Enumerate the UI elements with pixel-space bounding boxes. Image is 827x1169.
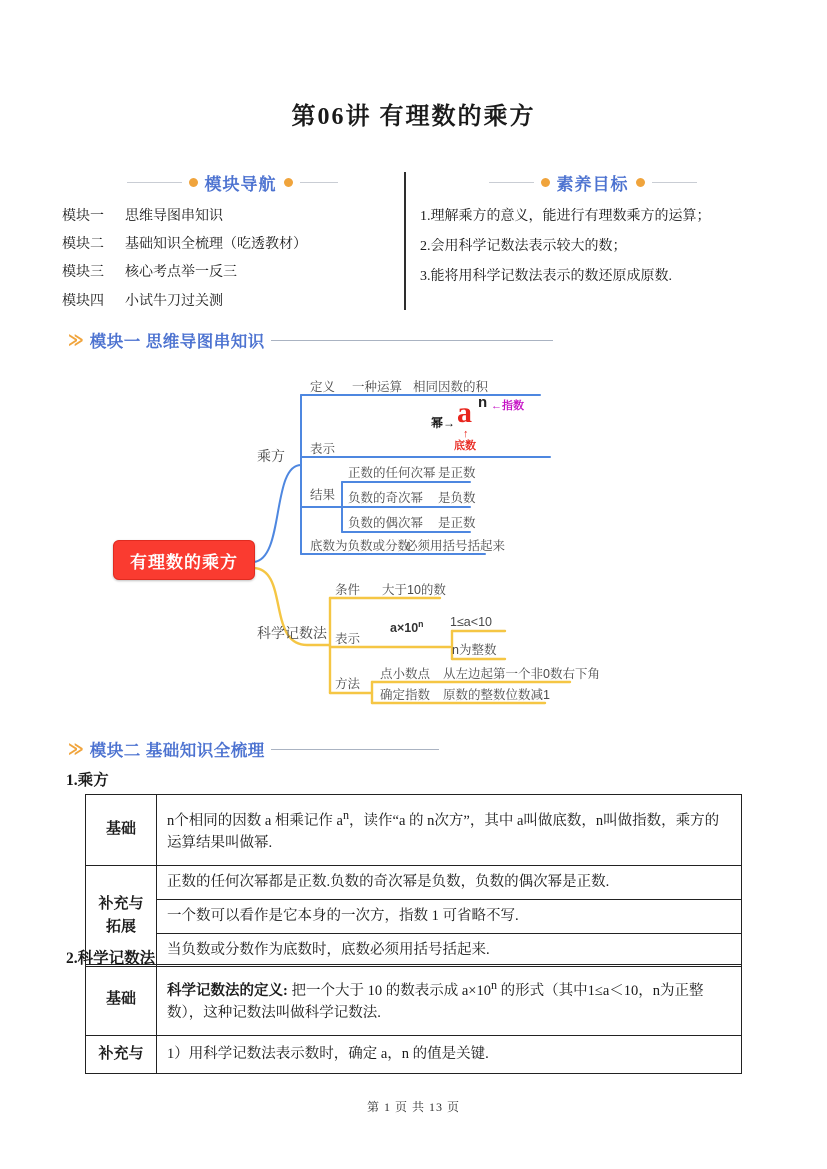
mindmap-node-result2-case: 负数的奇次幂 [348,491,424,505]
supplement-label-line1: 补充与 [98,895,144,912]
supplement-cell: 正数的任何次幂都是正数.负数的奇次幂是负数，负数的偶次幂是正数. [157,866,742,900]
mindmap-node-def2: 相同因数的积 [413,380,489,394]
deco-line [127,182,182,183]
mindmap-node-sci-repr-label: 表示 [335,632,361,646]
basics-text: ，读作“a 的 n次方”，其中 a叫做底数，n叫做指数，乘方的运算结果叫做幂. [167,812,720,851]
power-knowledge-table [85,794,742,967]
goals-column [408,170,765,321]
mindmap-node-note-case: 底数为负数或分数 [310,539,411,553]
table-row [86,965,742,1036]
table-row [86,934,742,967]
sci-formula-exp: n [418,619,424,629]
table-row [86,866,742,900]
definition-text: 的形式（其中1≤a＜10，n为正整数），这种记数法叫做科学记数法. [167,982,704,1021]
row-header-basics: 基础 [86,965,157,1036]
basics-sup: n [343,807,350,822]
nav-item-text: 小试牛刀过关测 [125,293,223,309]
orange-dot-icon [189,178,198,187]
section1-title: 模块一 思维导图串知识 [89,333,265,351]
nav-item-label: 模块一 [62,209,104,224]
formula-exp-note: ←指数 [491,400,524,412]
basics-cell [157,795,742,866]
mindmap-node-def-label: 定义 [310,380,336,394]
section-rule [271,340,553,341]
nav-item-label: 模块四 [62,293,104,309]
nav-item-text: 核心考点举一反三 [125,265,237,281]
mindmap-node-result2-value: 是负数 [438,491,476,505]
mindmap-node-method2-step: 确定指数 [380,688,431,702]
mindmap-node-result1-case: 正数的任何次幂 [348,466,436,480]
section-rule [271,749,439,750]
module-nav-header [62,170,402,195]
row-header-supplement: 补充与 [86,1036,157,1074]
mindmap-node-method2-detail: 原数的整数位数减1 [443,688,550,702]
module-nav-column [62,170,402,321]
nav-item-label: 模块三 [62,265,104,281]
mindmap-node-sci: 科学记数法 [257,625,327,641]
nav-item-3 [62,264,402,282]
mindmap [65,365,765,720]
double-chevron-icon: ≫ [68,329,84,350]
page-number: 第 1 页 共 13 页 [366,1100,460,1114]
basics-text: n个相同的因数 a 相乘记作 a [167,812,343,829]
supplement-label-line2: 拓展 [105,919,136,935]
mindmap-node-method1-detail: 从左边起第一个非0数右下角 [443,667,600,681]
block2-heading: 2.科学记数法 [66,950,156,967]
table-row [86,1036,742,1074]
row-header-basics: 基础 [86,795,157,866]
supplement-cell: 1）用科学记数法表示数时，确定 a，n 的值是关键. [157,1036,742,1074]
mindmap-node-result1-value: 是正数 [438,466,476,480]
definition-cell [157,965,742,1036]
nav-item-text: 基础知识全梳理（吃透教材） [125,237,307,253]
orange-dot-icon [541,178,550,187]
sci-formula-base: a×10 [390,621,419,636]
formula-up-arrow: ↑ [463,428,469,440]
double-chevron-icon: ≫ [68,738,84,759]
formula-exp-n: n [478,394,488,411]
nav-item-text: 思维导图串知识 [125,209,223,224]
goal-item-2: 2.会用科学记数法表示较大的数； [420,238,627,254]
mindmap-node-method-label: 方法 [335,677,361,691]
goal-item-3: 3.能将用科学记数法表示的数还原成原数. [420,268,672,284]
supplement-cell: 一个数可以看作是它本身的一次方，指数 1 可省略不写. [157,900,742,934]
nav-item-4 [62,293,402,311]
deco-line [300,182,338,183]
formula-base-note: 底数 [454,440,476,452]
orange-dot-icon [636,178,645,187]
deco-line [652,182,697,183]
section1-header [68,328,553,352]
mindmap-node-method1-step: 点小数点 [380,667,431,681]
scientific-notation-table [85,964,742,1074]
mindmap-node-cond-value: 大于10的数 [382,583,446,597]
mindmap-root-node: 有理数的乘方 [113,540,255,580]
orange-dot-icon [284,178,293,187]
mindmap-node-result3-case: 负数的偶次幂 [348,516,424,530]
definition-text: 把一个大于 10 的数表示成 a×10 [287,982,491,999]
mindmap-node-def1: 一种运算 [352,380,403,394]
top-columns [62,170,765,321]
page-title: 第06讲 有理数的乘方 [291,104,536,130]
goals-header [420,170,765,195]
nav-item-label: 模块二 [62,237,104,253]
supplement-cell: 当负数或分数作为底数时，底数必须用括号括起来. [157,934,742,967]
mindmap-node-result-label: 结果 [310,488,336,502]
table-row [86,795,742,866]
module-nav-title: 模块导航 [204,175,277,194]
definition-sup: n [490,977,497,992]
section2-header [68,737,439,761]
section2-title: 模块二 基础知识全梳理 [89,742,265,760]
block1-heading: 1.乘方 [66,772,109,789]
mindmap-node-constraint2: n为整数 [452,643,497,657]
mindmap-node-power: 乘方 [257,448,285,464]
deco-line [489,182,534,183]
table-row [86,900,742,934]
goal-item-1: 1.理解乘方的意义，能进行有理数乘方的运算； [420,209,711,224]
mindmap-node-repr-label: 表示 [310,442,336,456]
nav-item-2 [62,236,402,254]
column-divider [404,172,406,310]
mindmap-node-constraint1: 1≤a<10 [450,615,492,629]
mindmap-node-note-value: 必须用括号括起来 [405,539,506,553]
mindmap-node-result3-value: 是正数 [438,516,476,530]
mindmap-node-cond-label: 条件 [335,583,361,597]
goals-title: 素养目标 [556,175,629,194]
mindmap-node-sci-formula [390,620,424,636]
formula-power-label: 幂→ [431,416,456,430]
formula-base-a: a [457,396,472,429]
definition-bold: 科学记数法的定义: [167,982,288,999]
nav-item-1 [62,208,402,226]
